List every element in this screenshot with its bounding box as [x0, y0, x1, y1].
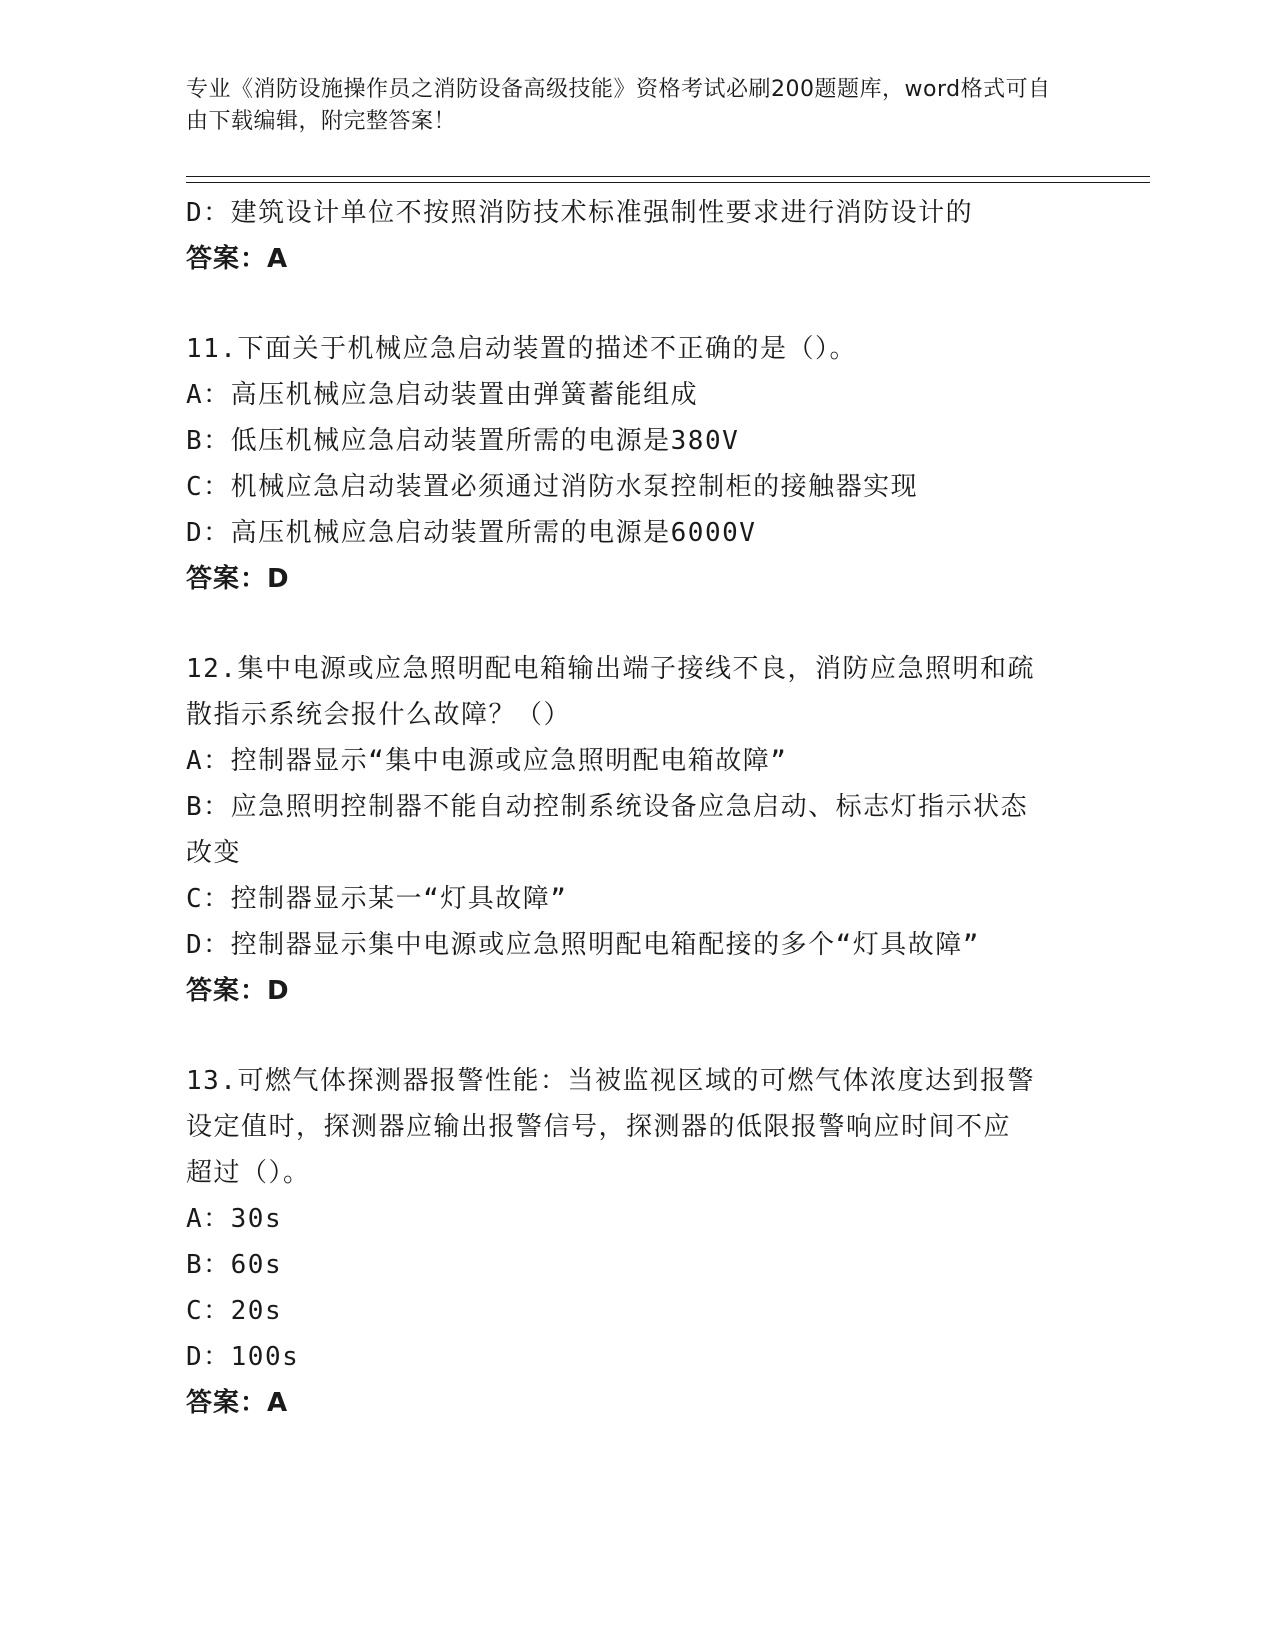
question-list [186, 190, 1086, 1426]
option-c: C：控制器显示某一“灯具故障” [186, 884, 568, 914]
question-text-line-2: 设定值时，探测器应输出报警信号，探测器的低限报警响应时间不应 [186, 1112, 1012, 1142]
question-12 [186, 646, 1086, 1014]
option-c: C：20s [186, 1296, 283, 1326]
header-rule-top [186, 176, 1150, 177]
question-text-line-3: 超过（）。 [186, 1158, 311, 1188]
option-d: D：高压机械应急启动装置所需的电源是6000V [186, 518, 757, 548]
option-a: A：高压机械应急启动装置由弹簧蓄能组成 [186, 380, 699, 410]
answer: 答案：A [186, 1388, 289, 1418]
option-b-line-2: 改变 [186, 838, 242, 868]
answer: 答案：D [186, 564, 290, 594]
option-d: D：建筑设计单位不按照消防技术标准强制性要求进行消防设计的 [186, 198, 974, 228]
option-a: A：30s [186, 1204, 283, 1234]
question-13 [186, 1058, 1086, 1426]
option-c: C：机械应急启动装置必须通过消防水泵控制柜的接触器实现 [186, 472, 919, 502]
answer: 答案：D [186, 976, 290, 1006]
question-11 [186, 326, 1086, 602]
previous-question-tail [186, 190, 1086, 282]
question-text-line-2: 散指示系统会报什么故障？（） [186, 700, 572, 730]
option-d: D：100s [186, 1342, 300, 1372]
option-b: B：60s [186, 1250, 283, 1280]
option-b: B：低压机械应急启动装置所需的电源是380V [186, 426, 740, 456]
question-text-line-1: 13.可燃气体探测器报警性能：当被监视区域的可燃气体浓度达到报警 [186, 1066, 1035, 1096]
option-d: D：控制器显示集中电源或应急照明配电箱配接的多个“灯具故障” [186, 930, 980, 960]
header-rule-bottom [186, 182, 1150, 183]
option-b-line-1: B：应急照明控制器不能自动控制系统设备应急启动、标志灯指示状态 [186, 792, 1029, 822]
option-a: A：控制器显示“集中电源或应急照明配电箱故障” [186, 746, 788, 776]
question-text: 11.下面关于机械应急启动装置的描述不正确的是（）。 [186, 334, 857, 364]
answer: 答案：A [186, 244, 289, 274]
question-text-line-1: 12.集中电源或应急照明配电箱输出端子接线不良，消防应急照明和疏 [186, 654, 1035, 684]
document-header: 专业《消防设施操作员之消防设备高级技能》资格考试必刷200题题库，word格式可自由下载编辑，附完整答案！ [186, 77, 1051, 134]
